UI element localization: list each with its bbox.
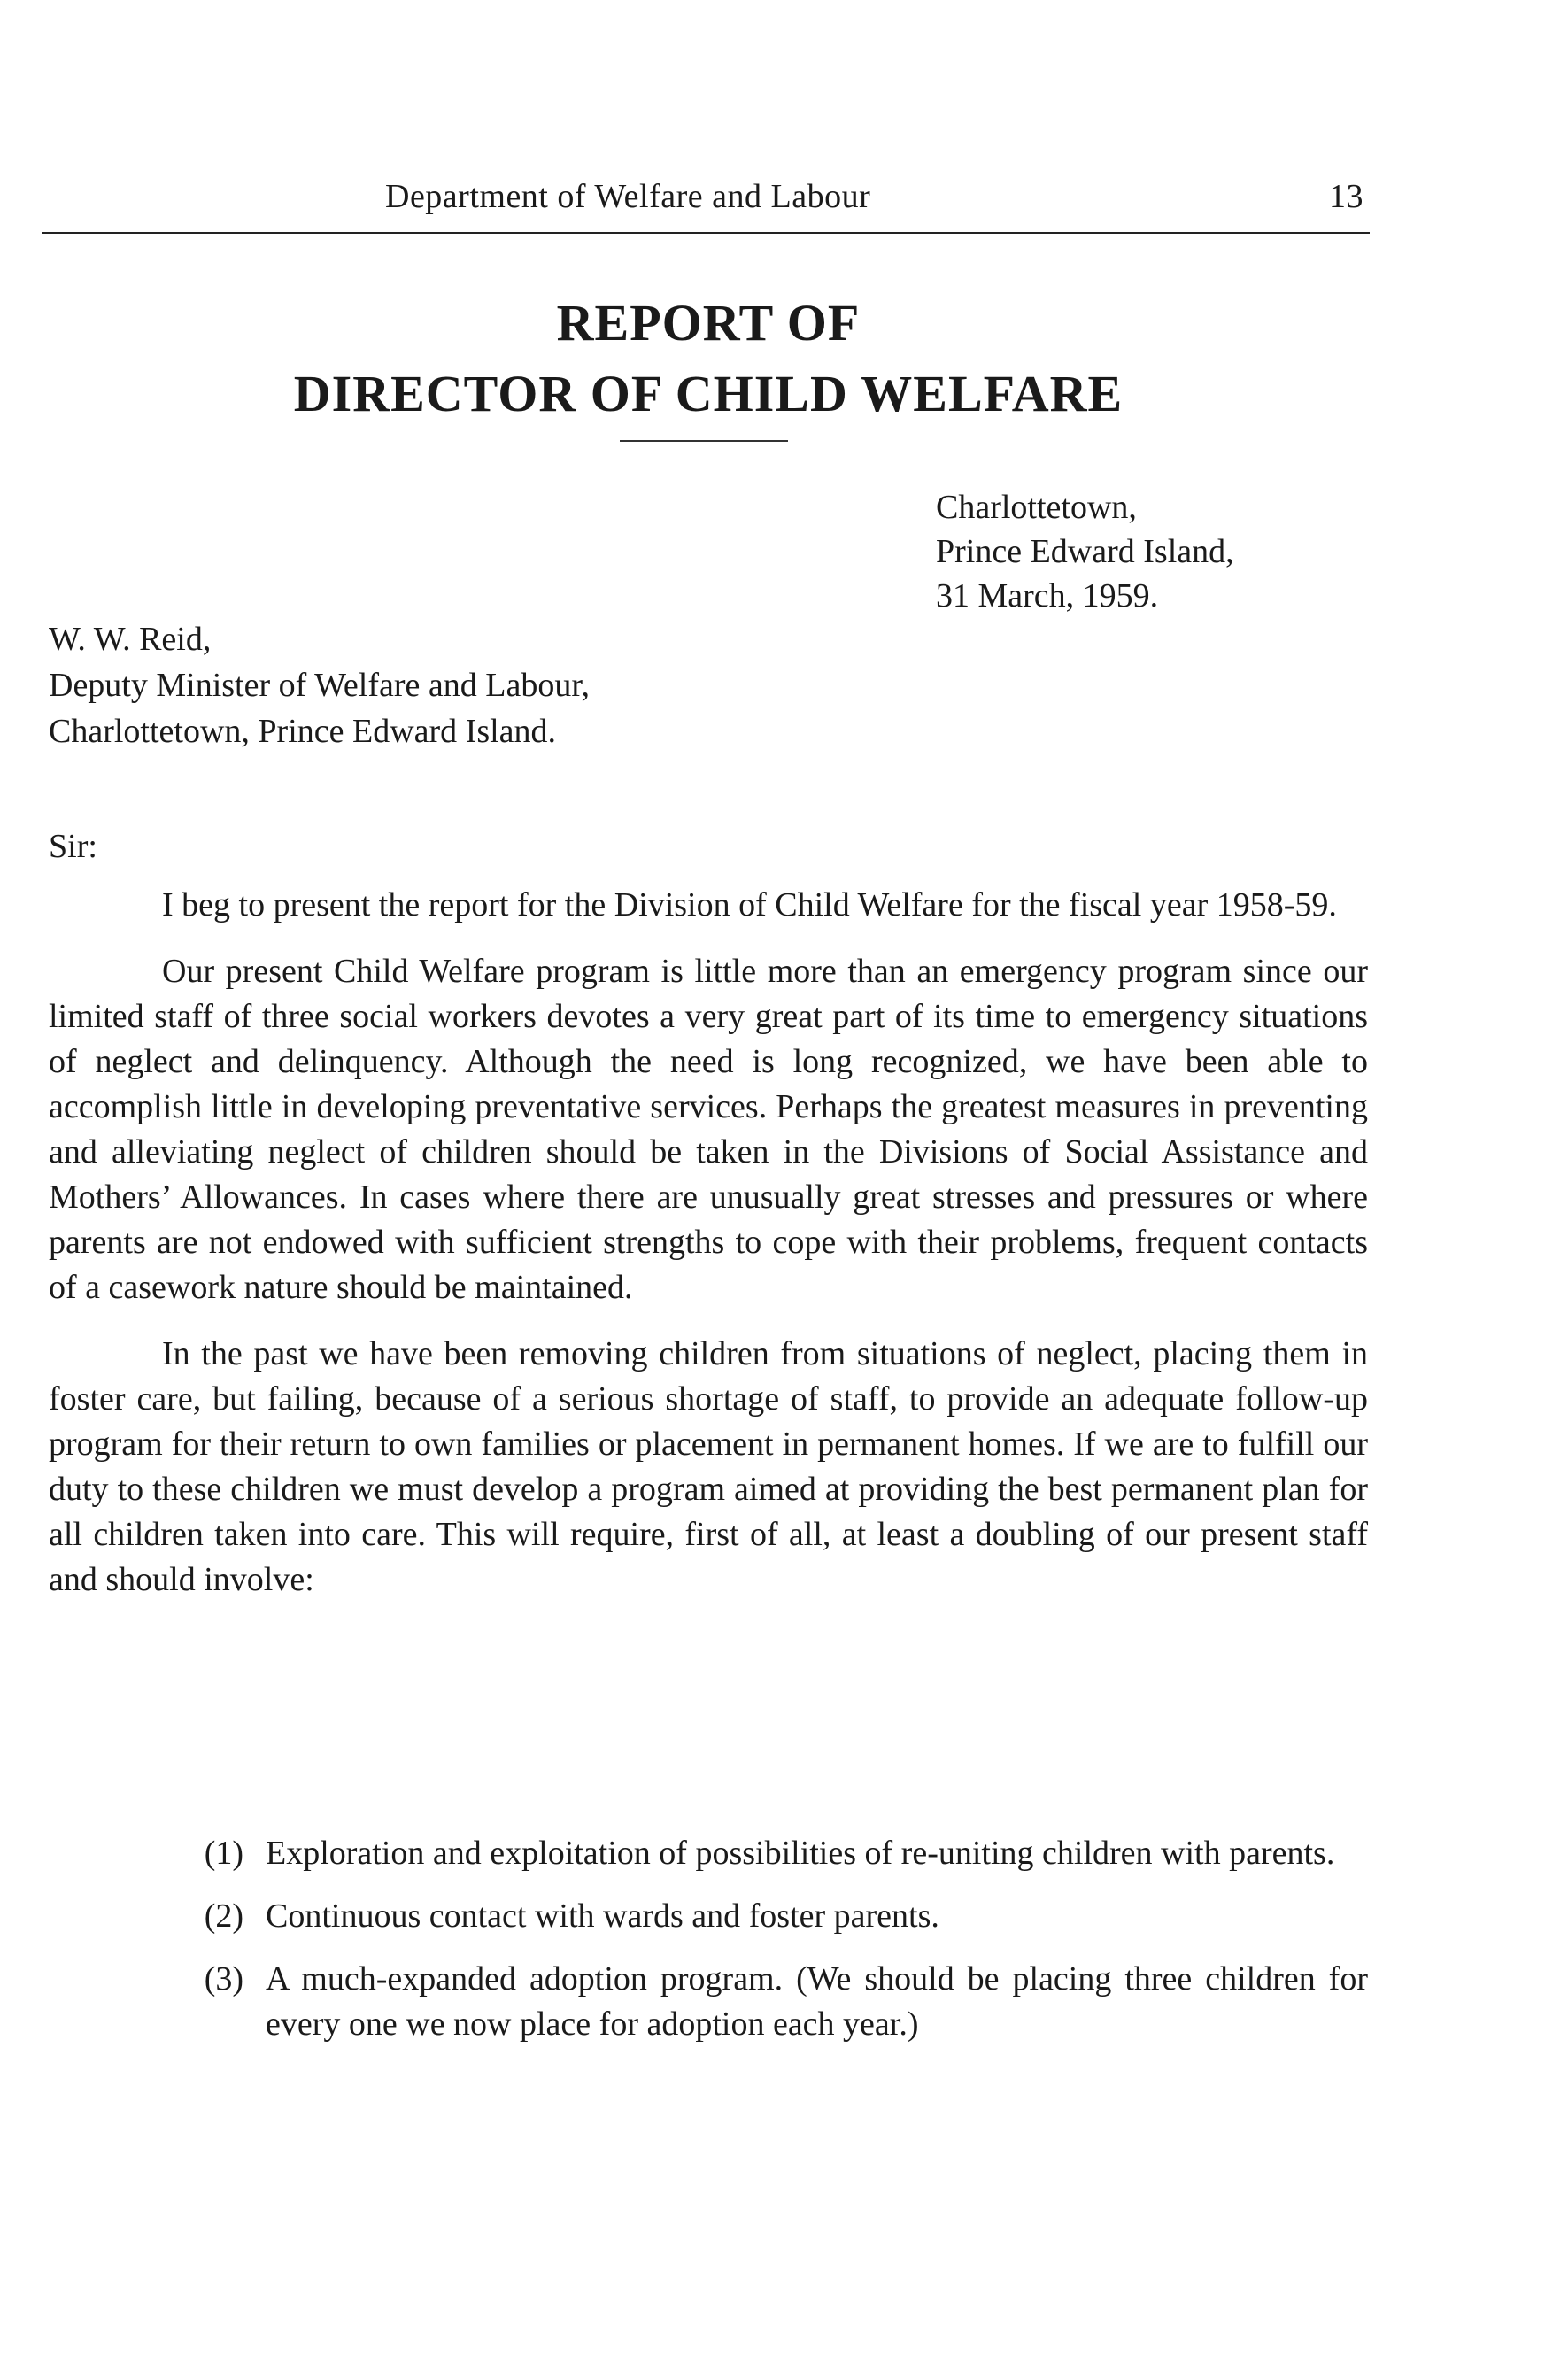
list-item-number: (2) — [204, 1897, 243, 1935]
place-line-1: Charlottetown, — [936, 489, 1137, 526]
place-date-block — [936, 485, 1234, 618]
list-item — [49, 1957, 1368, 2047]
salutation: Sir: — [49, 828, 97, 865]
list-item — [49, 1894, 1368, 1939]
place-line-2: Prince Edward Island, — [936, 533, 1234, 570]
running-head-title: Department of Welfare and Labour — [385, 178, 871, 215]
report-title — [0, 288, 1417, 429]
addressee-name: W. W. Reid, — [49, 621, 212, 658]
addressee-title: Deputy Minister of Welfare and Labour, — [49, 667, 590, 704]
date-line: 31 March, 1959. — [936, 577, 1159, 614]
paragraph-2: Our present Child Welfare program is little more than an emergency program since our limited staff of three social workers devotes a very great part of its time to emergency situations of neglect and delinquency. Although the need is long recognized, we have been able to accomplish little in developing preventative services. Perhaps the greatest measures in preventing and alleviating neglect of children should be taken in the Divisions of Social Assistance and Mothers’ Allowances. In cases where there are unusually great stresses and pressures or where parents are not endowed with sufficient strengths to cope with their problems, frequent contacts of a casework nature should be maintained. — [49, 953, 1368, 1306]
addressee-location: Charlottetown, Prince Edward Island. — [49, 713, 557, 750]
list-item-number: (1) — [204, 1835, 243, 1872]
list-item-text: Continuous contact with wards and foster parents. — [266, 1897, 939, 1935]
list-item-text: A much-expanded adoption program. (We should be placing three children for every one we now place for adoption each year.) — [266, 1960, 1368, 2043]
list-item-text: Exploration and exploitation of possibilities of re-uniting children with parents. — [266, 1835, 1335, 1872]
report-title-line-1: REPORT OF — [556, 294, 861, 352]
paragraph-3: In the past we have been removing children from situations of neglect, placing them in foster care, but failing, because of a serious shortage of staff, to provide an adequate follow-up program for their return to own families or placement in permanent homes. If we are to fulfill our duty to these children we must develop a program aimed at providing the best permanent plan for all children taken into care. This will require, first of all, at least a doubling of our present staff and should involve: — [49, 1335, 1368, 1598]
body-text — [49, 883, 1368, 1624]
header-divider — [42, 232, 1370, 234]
list-item — [49, 1831, 1368, 1876]
page-number: 13 — [1329, 178, 1363, 215]
title-divider — [620, 440, 788, 442]
list-item-number: (3) — [204, 1960, 243, 1998]
addressee-block — [49, 616, 590, 754]
numbered-list — [49, 1831, 1368, 2065]
paragraph-1: I beg to present the report for the Division of Child Welfare for the fiscal year 1958-59. — [162, 886, 1337, 923]
report-title-line-2: DIRECTOR OF CHILD WELFARE — [293, 365, 1124, 422]
